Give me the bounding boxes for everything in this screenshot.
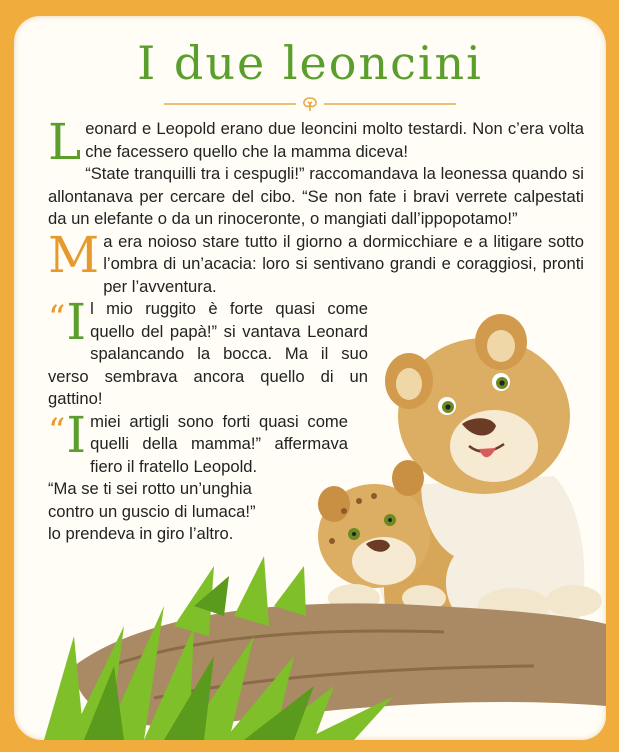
paragraph-2: “State tranquilli tra i cespugli!” raccomandava la leonessa quando si allontanava per cercare del cibo. “Se non fate i bravi verrete calpestati da un elefante o da un rinoceronte, o mangiati dall’ippopotamo!” <box>48 164 584 228</box>
paragraph-text: l mio ruggito è forte quasi come quello del papà!” si vantava Leonard spalancando la bocca. Ma il suo verso sembrava ancora quello di un gattino! <box>48 299 368 408</box>
drop-cap: I <box>66 405 87 464</box>
paragraph-1 <box>48 113 584 171</box>
story-page <box>14 16 606 740</box>
opening-quote-mark: “ <box>48 410 66 451</box>
lion-cubs-illustration <box>14 306 606 740</box>
paragraph-3 <box>48 225 584 299</box>
opening-quote-mark: “ <box>48 298 66 338</box>
drop-cap: I <box>66 293 87 351</box>
paragraph-text: a era noioso stare tutto il giorno a dormicchiare e a litigare sotto l’ombra di un’acacia: loro si sentivano grandi e coraggiosi, pronti per l’avventura. <box>103 231 584 296</box>
drop-cap: M <box>48 225 100 284</box>
drop-cap: L <box>48 113 82 171</box>
paragraph-text: miei artigli sono forti quasi come quelli della mamma!” affermava fiero il fratello Leopold. <box>90 411 348 476</box>
paragraph-text: eonard e Leopold erano due leoncini molto testardi. Non c’era volta che facessero quello che la mamma diceva! <box>85 119 584 161</box>
title-ornament <box>164 96 456 112</box>
story-title: I due leoncini <box>137 36 483 90</box>
paragraph-6: “Ma se ti sei rotto un’unghia contro un guscio di lumaca!” lo prendeva in giro l’altro. <box>48 479 256 543</box>
